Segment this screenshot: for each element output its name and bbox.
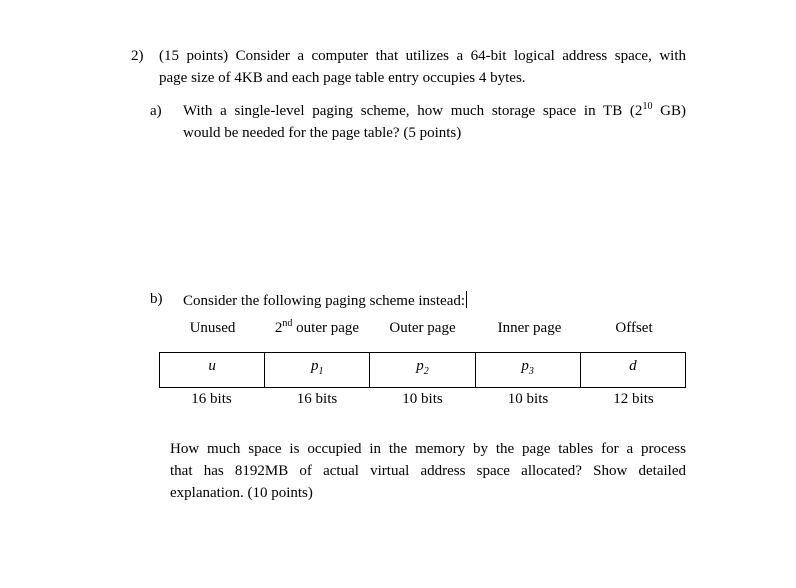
part-a-line-1: [183, 103, 686, 120]
part-b-question-line-1: How much space is occupied in the memory by the page tables for a process: [170, 441, 686, 457]
power-superscript: 10: [642, 101, 653, 112]
header-2nd-sup: nd: [282, 318, 293, 329]
part-b-number: b): [150, 291, 163, 307]
bits-p2: 10 bits: [402, 391, 443, 407]
table-row: [160, 353, 686, 388]
bits-p1: 16 bits: [296, 391, 338, 407]
cell-p1: [265, 353, 370, 388]
header-unused: Unused: [189, 320, 236, 336]
part-a-line-1-end: GB): [652, 103, 686, 119]
part-b-intro-text: Consider the following paging scheme instead:: [183, 293, 466, 309]
header-2nd-num: 2: [274, 320, 283, 336]
part-b-question-line-3: explanation. (10 points): [170, 485, 313, 501]
bits-offset: 12 bits: [613, 391, 654, 407]
part-a-number: a): [150, 103, 162, 119]
part-a-line-1-text: With a single-level paging scheme, how much storage space in TB (2: [183, 103, 643, 119]
bits-p3: 10 bits: [507, 391, 549, 407]
header-inner-page: Inner page: [497, 320, 562, 336]
part-b-intro[interactable]: [183, 291, 467, 310]
address-breakdown-table: [159, 352, 686, 388]
cell-p2-label: p: [416, 358, 424, 374]
header-outer-page: Outer page: [389, 320, 456, 336]
cell-p3: [475, 353, 580, 388]
cell-p3-label: p: [521, 358, 529, 374]
cell-u-label: u: [208, 358, 216, 374]
cell-p1-subscript: 1: [318, 366, 324, 377]
part-a-line-2: would be needed for the page table? (5 points): [183, 125, 462, 141]
cell-p2-subscript: 2: [423, 366, 429, 377]
header-2nd-outer-page: [264, 320, 370, 337]
cell-p1-label: p: [311, 358, 319, 374]
header-offset: Offset: [615, 320, 653, 336]
question-2-number: 2): [131, 48, 144, 64]
cell-u: [160, 353, 265, 388]
header-2nd-rest: outer page: [292, 320, 360, 336]
question-2-line-2: page size of 4KB and each page table entry occupies 4 bytes.: [159, 70, 526, 86]
cell-d-label: d: [629, 358, 637, 374]
cell-p3-subscript: 3: [528, 366, 534, 377]
part-b-question-line-2: that has 8192MB of actual virtual address space allocated? Show detailed: [170, 463, 686, 479]
cell-p2: [370, 353, 475, 388]
text-cursor: [466, 291, 467, 308]
bits-unused: 16 bits: [191, 391, 232, 407]
question-2-line-1: (15 points) Consider a computer that utilizes a 64-bit logical address space, with: [159, 48, 686, 64]
cell-d: [580, 353, 685, 388]
